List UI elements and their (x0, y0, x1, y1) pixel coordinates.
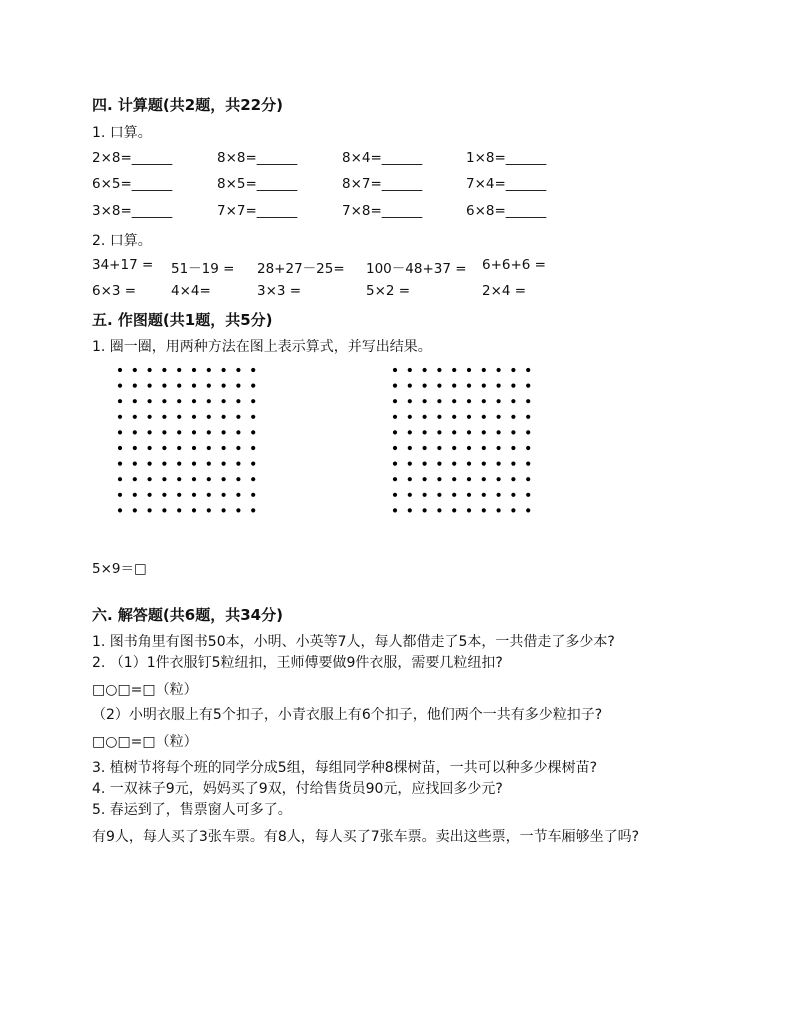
grid-dot (467, 477, 471, 481)
grid-dot (423, 430, 427, 434)
grid-dot (222, 508, 226, 512)
calc-cell: 6+6+6 = (482, 257, 546, 273)
grid-dot (236, 446, 240, 450)
grid-dot (133, 399, 137, 403)
grid-dot (482, 508, 486, 512)
grid-dot (162, 446, 166, 450)
grid-dot (251, 446, 255, 450)
question-6-5-text: 5. 春运到了，售票窗人可多了。 (92, 802, 292, 818)
grid-dot (452, 415, 456, 419)
grid-dot (467, 493, 471, 497)
grid-dot (511, 477, 515, 481)
grid-dot (148, 384, 152, 388)
grid-dot (148, 446, 152, 450)
grid-dot (162, 415, 166, 419)
grid-dot (437, 368, 441, 372)
grid-dot (393, 399, 397, 403)
grid-dot (423, 415, 427, 419)
grid-dot (467, 462, 471, 466)
grid-dot (236, 399, 240, 403)
grid-dot (467, 415, 471, 419)
grid-dot (133, 508, 137, 512)
grid-dot (511, 368, 515, 372)
grid-dot (467, 508, 471, 512)
grid-dot (393, 415, 397, 419)
grid-dot (207, 493, 211, 497)
grid-dot (408, 477, 412, 481)
grid-dot (148, 430, 152, 434)
grid-dot (526, 446, 530, 450)
grid-dot (452, 430, 456, 434)
calc-cell: 8×7=______ (342, 176, 423, 192)
grid-dot (437, 493, 441, 497)
grid-dot (162, 477, 166, 481)
calc-cell: 6×5=______ (92, 176, 173, 192)
grid-dot (423, 477, 427, 481)
grid-dot (222, 477, 226, 481)
grid-dot (251, 384, 255, 388)
grid-dot (177, 477, 181, 481)
grid-dot (482, 430, 486, 434)
grid-dot (497, 368, 501, 372)
grid-dot (408, 430, 412, 434)
grid-dot (408, 415, 412, 419)
grid-dot (236, 384, 240, 388)
grid-dot (423, 462, 427, 466)
grid-dot (118, 399, 122, 403)
grid-dot (511, 446, 515, 450)
grid-dot (408, 384, 412, 388)
grid-dot (251, 368, 255, 372)
grid-dot (222, 493, 226, 497)
grid-dot (467, 446, 471, 450)
grid-dot (251, 477, 255, 481)
grid-dot (251, 430, 255, 434)
grid-dot (452, 462, 456, 466)
grid-dot (437, 477, 441, 481)
grid-dot (177, 368, 181, 372)
grid-dot (452, 477, 456, 481)
grid-dot (222, 430, 226, 434)
grid-dot (118, 477, 122, 481)
grid-dot (177, 446, 181, 450)
grid-dot (192, 462, 196, 466)
section-6-title: 六. 解答题(共6题，共34分) (92, 606, 283, 624)
grid-dot (497, 493, 501, 497)
calc-cell: 8×8=______ (217, 150, 298, 166)
grid-dot (437, 446, 441, 450)
grid-dot (118, 384, 122, 388)
calc-cell: 100－48+37 = (366, 261, 467, 277)
grid-dot (222, 462, 226, 466)
grid-dot (526, 415, 530, 419)
calc-cell: 8×5=______ (217, 176, 298, 192)
grid-dot (148, 462, 152, 466)
calc-cell: 3×8=______ (92, 203, 173, 219)
question-6-1-text: 1. 图书角里有图书50本，小明、小英等7人，每人都借走了5本，一共借走了多少本? (92, 634, 615, 650)
dot-equation: 5×9＝□ (92, 561, 147, 577)
grid-dot (393, 430, 397, 434)
calc-cell: 7×8=______ (342, 203, 423, 219)
grid-dot (482, 415, 486, 419)
grid-dot (526, 430, 530, 434)
calc-cell: 4×4= (171, 283, 211, 299)
grid-dot (526, 493, 530, 497)
calc-cell: 5×2 = (366, 283, 411, 299)
calc-cell: 7×4=______ (466, 176, 547, 192)
grid-dot (437, 399, 441, 403)
grid-dot (177, 399, 181, 403)
grid-dot (482, 462, 486, 466)
grid-dot (467, 384, 471, 388)
grid-dot (511, 399, 515, 403)
grid-dot (162, 368, 166, 372)
grid-dot (162, 493, 166, 497)
calc-cell: 7×7=______ (217, 203, 298, 219)
section-4-title: 四. 计算题(共2题，共22分) (92, 96, 283, 114)
grid-dot (222, 368, 226, 372)
grid-dot (511, 415, 515, 419)
grid-dot (162, 399, 166, 403)
grid-dot (408, 462, 412, 466)
grid-dot (482, 493, 486, 497)
question-6-2b-answer: □○□=□（粒） (92, 734, 198, 750)
grid-dot (511, 430, 515, 434)
question-6-4-text: 4. 一双袜子9元，妈妈买了9双，付给售货员90元，应找回多少元? (92, 781, 503, 797)
grid-dot (482, 477, 486, 481)
grid-dot (497, 415, 501, 419)
grid-dot (482, 446, 486, 450)
grid-dot (133, 462, 137, 466)
grid-dot (162, 462, 166, 466)
grid-dot (162, 384, 166, 388)
grid-dot (133, 446, 137, 450)
grid-dot (236, 493, 240, 497)
grid-dot (177, 508, 181, 512)
grid-dot (236, 477, 240, 481)
grid-dot (222, 384, 226, 388)
grid-dot (423, 493, 427, 497)
calc-cell: 1×8=______ (466, 150, 547, 166)
grid-dot (526, 384, 530, 388)
grid-dot (148, 493, 152, 497)
grid-dot (192, 368, 196, 372)
grid-dot (497, 508, 501, 512)
grid-dot (118, 493, 122, 497)
grid-dot (452, 384, 456, 388)
grid-dot (222, 399, 226, 403)
grid-dot (222, 446, 226, 450)
grid-dot (423, 384, 427, 388)
grid-dot (133, 415, 137, 419)
grid-dot (192, 508, 196, 512)
grid-dot (452, 493, 456, 497)
grid-dot (408, 368, 412, 372)
grid-dot (437, 462, 441, 466)
grid-dot (482, 399, 486, 403)
grid-dot (467, 430, 471, 434)
grid-dot (207, 415, 211, 419)
grid-dot (423, 508, 427, 512)
grid-dot (177, 462, 181, 466)
grid-dot (251, 493, 255, 497)
grid-dot (467, 399, 471, 403)
question-6-2a-answer: □○□=□（粒） (92, 682, 198, 698)
grid-dot (452, 446, 456, 450)
grid-dot (452, 399, 456, 403)
calc-cell: 8×4=______ (342, 150, 423, 166)
question-5-1-text: 1. 圈一圈，用两种方法在图上表示算式，并写出结果。 (92, 339, 432, 355)
grid-dot (207, 399, 211, 403)
grid-dot (393, 508, 397, 512)
grid-dot (408, 508, 412, 512)
calc-cell: 51－19 = (171, 261, 235, 277)
grid-dot (511, 493, 515, 497)
grid-dot (133, 493, 137, 497)
grid-dot (497, 399, 501, 403)
grid-dot (207, 508, 211, 512)
grid-dot (497, 446, 501, 450)
grid-dot (251, 399, 255, 403)
grid-dot (526, 477, 530, 481)
grid-dot (251, 462, 255, 466)
grid-dot (393, 477, 397, 481)
section-5-title: 五. 作图题(共1题，共5分) (92, 311, 273, 329)
grid-dot (148, 399, 152, 403)
grid-dot (423, 368, 427, 372)
grid-dot (497, 384, 501, 388)
grid-dot (207, 430, 211, 434)
grid-dot (207, 368, 211, 372)
grid-dot (236, 415, 240, 419)
grid-dot (118, 430, 122, 434)
grid-dot (497, 462, 501, 466)
grid-dot (133, 368, 137, 372)
grid-dot (133, 430, 137, 434)
grid-dot (192, 384, 196, 388)
grid-dot (148, 415, 152, 419)
grid-dot (452, 368, 456, 372)
grid-dot (497, 430, 501, 434)
grid-dot (192, 430, 196, 434)
grid-dot (118, 368, 122, 372)
grid-dot (437, 508, 441, 512)
grid-dot (467, 368, 471, 372)
grid-dot (207, 446, 211, 450)
grid-dot (207, 384, 211, 388)
grid-dot (207, 462, 211, 466)
grid-dot (511, 462, 515, 466)
question-4-1-label: 1. 口算。 (92, 125, 152, 141)
grid-dot (393, 446, 397, 450)
calc-cell: 2×4 = (482, 283, 527, 299)
grid-dot (393, 368, 397, 372)
grid-dot (177, 430, 181, 434)
question-6-2b-text: （2）小明衣服上有5个扣子，小青衣服上有6个扣子，他们两个一共有多少粒扣子? (92, 707, 603, 723)
calc-cell: 6×3 = (92, 283, 137, 299)
grid-dot (408, 493, 412, 497)
grid-dot (423, 399, 427, 403)
grid-dot (133, 477, 137, 481)
dot-grid-right[interactable] (391, 366, 537, 516)
grid-dot (192, 493, 196, 497)
dot-grid-left[interactable] (116, 366, 262, 516)
grid-dot (437, 430, 441, 434)
grid-dot (192, 415, 196, 419)
grid-dot (192, 446, 196, 450)
question-6-3-text: 3. 植树节将每个班的同学分成5组，每组同学种8棵树苗，一共可以种多少棵树苗? (92, 760, 598, 776)
grid-dot (526, 462, 530, 466)
grid-dot (118, 415, 122, 419)
grid-dot (393, 493, 397, 497)
grid-dot (251, 508, 255, 512)
grid-dot (408, 446, 412, 450)
grid-dot (207, 477, 211, 481)
grid-dot (511, 384, 515, 388)
grid-dot (148, 508, 152, 512)
grid-dot (511, 508, 515, 512)
grid-dot (236, 430, 240, 434)
grid-dot (177, 415, 181, 419)
grid-dot (133, 384, 137, 388)
calc-cell: 3×3 = (257, 283, 302, 299)
grid-dot (526, 508, 530, 512)
grid-dot (222, 415, 226, 419)
grid-dot (177, 493, 181, 497)
grid-dot (437, 415, 441, 419)
calc-cell: 2×8=______ (92, 150, 173, 166)
grid-dot (482, 384, 486, 388)
grid-dot (526, 399, 530, 403)
question-4-2-label: 2. 口算。 (92, 233, 152, 249)
grid-dot (177, 384, 181, 388)
grid-dot (148, 477, 152, 481)
grid-dot (482, 368, 486, 372)
grid-dot (526, 368, 530, 372)
question-6-5-detail: 有9人，每人买了3张车票。有8人，每人买了7张车票。卖出这些票，一节车厢够坐了吗? (92, 829, 640, 845)
grid-dot (162, 508, 166, 512)
grid-dot (162, 430, 166, 434)
grid-dot (393, 462, 397, 466)
grid-dot (118, 446, 122, 450)
grid-dot (437, 384, 441, 388)
grid-dot (236, 462, 240, 466)
grid-dot (408, 399, 412, 403)
grid-dot (423, 446, 427, 450)
grid-dot (236, 368, 240, 372)
grid-dot (148, 368, 152, 372)
grid-dot (118, 508, 122, 512)
grid-dot (393, 384, 397, 388)
question-6-2a-text: 2. （1）1件衣服钉5粒纽扣，王师傅要做9件衣服，需要几粒纽扣? (92, 655, 503, 671)
grid-dot (192, 399, 196, 403)
grid-dot (192, 477, 196, 481)
calc-cell: 6×8=______ (466, 203, 547, 219)
grid-dot (452, 508, 456, 512)
grid-dot (251, 415, 255, 419)
calc-cell: 34+17 = (92, 257, 154, 273)
grid-dot (236, 508, 240, 512)
grid-dot (497, 477, 501, 481)
grid-dot (118, 462, 122, 466)
calc-cell: 28+27－25= (257, 261, 345, 277)
